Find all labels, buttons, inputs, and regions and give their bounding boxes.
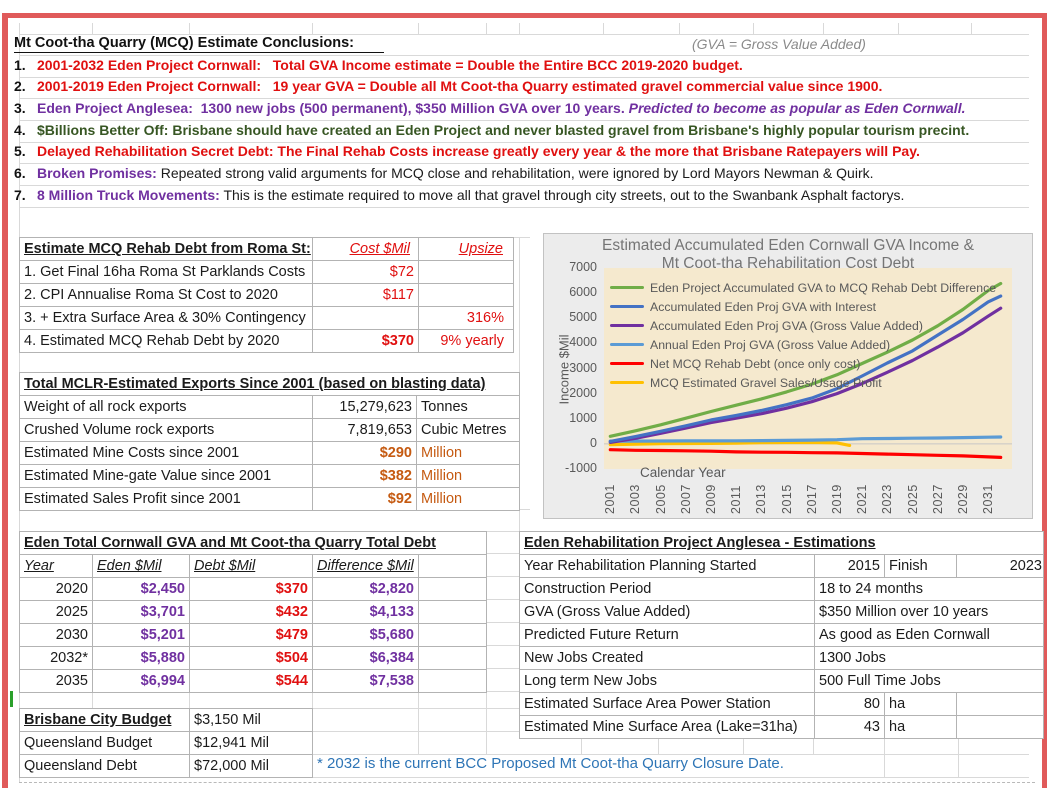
y-axis-tick-label: 1000 (569, 411, 597, 425)
difference-cell[interactable]: $2,820 (313, 578, 419, 601)
table-row[interactable] (520, 693, 1044, 716)
gridline (486, 622, 519, 623)
row-label[interactable]: Weight of all rock exports (20, 396, 313, 419)
y-axis-tick-label: 3000 (569, 361, 597, 375)
gridline (743, 737, 744, 754)
row-value[interactable]: $290 (313, 442, 417, 465)
table-title[interactable]: Total MCLR-Estimated Exports Since 2001 (based on blasting data) (20, 373, 520, 396)
table-row[interactable] (20, 755, 313, 778)
area-unit[interactable]: ha (885, 693, 957, 716)
table-row[interactable] (20, 488, 520, 511)
closure-date-footnote: * 2032 is the current BCC Proposed Mt Coot-tha Quarry Closure Date. (317, 755, 784, 772)
gridline (519, 23, 520, 34)
x-axis-tick-label: 2025 (906, 484, 920, 514)
table-row[interactable] (20, 578, 487, 601)
gridline (189, 691, 190, 708)
conclusion-row-3[interactable] (14, 100, 965, 117)
table-row[interactable] (520, 555, 1044, 578)
area-value[interactable]: 80 (815, 693, 885, 716)
row-value[interactable]: $3,150 Mil (190, 709, 313, 732)
gridline (486, 691, 487, 708)
row-label[interactable]: Predicted Future Return (520, 624, 815, 647)
table-row[interactable] (20, 442, 520, 465)
empty-cell[interactable] (419, 670, 487, 693)
column-header-difference[interactable]: Difference $Mil (313, 555, 419, 578)
conclusion-text: Broken Promises: (37, 165, 157, 181)
row-label[interactable]: 3. + Extra Surface Area & 30% Contingency (20, 307, 313, 330)
eden-cell[interactable]: $5,880 (93, 647, 190, 670)
empty-cell[interactable] (419, 578, 487, 601)
conclusion-row-7[interactable] (14, 187, 904, 204)
gridline (486, 553, 519, 554)
selection-indicator (10, 691, 13, 707)
difference-cell[interactable]: $7,538 (313, 670, 419, 693)
conclusion-row-5[interactable] (14, 143, 920, 160)
row-unit[interactable]: Cubic Metres (417, 419, 520, 442)
x-axis-tick-label: 2013 (754, 484, 768, 514)
y-axis-title: Income $Mil (556, 334, 572, 405)
column-header-debt[interactable]: Debt $Mil (190, 555, 313, 578)
legend-label: Accumulated Eden Proj GVA (Gross Value Added) (650, 318, 923, 333)
year-cell[interactable]: 2035 (20, 670, 93, 693)
x-axis-tick-label: 2029 (956, 484, 970, 514)
y-axis-tick-label: -1000 (565, 461, 597, 475)
x-axis-tick-label: 2005 (654, 484, 668, 514)
empty-cell[interactable] (419, 647, 487, 670)
conclusion-text: $Billions Better Off: Brisbane should have created an Eden Project and never blasted gravel from Brisbane's highly popular tourism precint. (37, 122, 970, 138)
table-row[interactable] (20, 284, 514, 307)
table-row[interactable] (520, 578, 1044, 601)
gridline (486, 576, 519, 577)
gridline (19, 163, 1029, 164)
legend-item (610, 278, 996, 297)
cost-value[interactable]: $370 (313, 330, 419, 353)
x-axis-tick-label: 2017 (805, 484, 819, 514)
empty-cell[interactable] (419, 601, 487, 624)
row-label[interactable]: Construction Period (520, 578, 815, 601)
table-row[interactable] (20, 601, 487, 624)
table-row[interactable] (520, 601, 1044, 624)
spreadsheet[interactable] (2, 13, 1047, 788)
row-label[interactable]: 2. CPI Annualise Roma St Cost to 2020 (20, 284, 313, 307)
column-header-year[interactable]: Year (20, 555, 93, 578)
x-axis-tick-label: 2009 (704, 484, 718, 514)
finish-label[interactable]: Finish (885, 555, 957, 578)
gridline (19, 120, 1029, 121)
gridline (813, 737, 814, 754)
row-unit[interactable]: Million (417, 488, 520, 511)
row-unit[interactable]: Million (417, 465, 520, 488)
legend-label: Accumulated Eden Proj GVA with Interest (650, 299, 877, 314)
table-row[interactable] (20, 396, 520, 419)
row-value[interactable]: $92 (313, 488, 417, 511)
rehab-debt-table (19, 237, 514, 353)
gridline (19, 55, 1029, 56)
row-label[interactable]: Estimated Sales Profit since 2001 (20, 488, 313, 511)
table-title[interactable]: Eden Total Cornwall GVA and Mt Coot-tha Quarry Total Debt (20, 532, 487, 555)
row-value[interactable]: 15,279,623 (313, 396, 417, 419)
gridline (312, 691, 313, 708)
page-title: Mt Coot-tha Quarry (MCQ) Estimate Conclusions: (14, 35, 384, 53)
eden-cell[interactable]: $3,701 (93, 601, 190, 624)
area-unit[interactable]: ha (885, 716, 957, 739)
conclusion-text: Eden Project Anglesea: 1300 new jobs (500 permanent), $350 Million GVA over 10 years. (37, 100, 625, 116)
legend-label: Annual Eden Proj GVA (Gross Value Added) (650, 337, 891, 352)
chart-legend (610, 278, 996, 392)
cost-value[interactable]: $117 (313, 284, 419, 307)
row-label[interactable]: 4. Estimated MCQ Rehab Debt by 2020 (20, 330, 313, 353)
conclusion-text-italic: Predicted to become as popular as Eden Cornwall. (624, 100, 966, 116)
start-year[interactable]: 2015 (815, 555, 885, 578)
anglesea-table (519, 531, 1044, 739)
conclusion-row-4[interactable] (14, 122, 969, 139)
table-row[interactable] (20, 307, 514, 330)
eden-cornwall-table (19, 531, 487, 693)
debt-cell[interactable]: $504 (190, 647, 313, 670)
legend-swatch (610, 362, 644, 366)
gridline (898, 23, 899, 34)
gridline (581, 737, 582, 754)
x-axis-tick-label: 2001 (603, 484, 617, 514)
debt-cell[interactable]: $432 (190, 601, 313, 624)
row-label[interactable]: Crushed Volume rock exports (20, 419, 313, 442)
gridline (958, 737, 959, 777)
column-header-upsize[interactable]: Upsize (419, 238, 514, 261)
table-title[interactable]: Eden Rehabilitation Project Anglesea - Estimations (520, 532, 1044, 555)
y-axis-tick-label: 7000 (569, 260, 597, 274)
item-number: 3. (14, 100, 26, 116)
x-axis-tick-label: 2027 (931, 484, 945, 514)
row-value[interactable]: 7,819,653 (313, 419, 417, 442)
gva-abbreviation-note: (GVA = Gross Value Added) (692, 36, 866, 52)
table-row[interactable] (520, 716, 1044, 739)
y-axis-tick-label: 2000 (569, 386, 597, 400)
gridline (19, 207, 1029, 208)
difference-cell[interactable]: $4,133 (313, 601, 419, 624)
legend-swatch (610, 324, 644, 328)
column-header-cost[interactable]: Cost $Mil (313, 238, 419, 261)
x-axis-tick-label: 2031 (981, 484, 995, 514)
row-label[interactable]: Estimated Surface Area Power Station (520, 693, 815, 716)
gridline (603, 23, 604, 34)
row-unit[interactable]: Tonnes (417, 396, 520, 419)
conclusion-text: 2001-2019 Eden Project Cornwall: 19 year GVA = Double all Mt Coot-tha Quarry estimated gravel commercial value since 1900. (37, 78, 883, 94)
conclusion-text: 8 Million Truck Movements: (37, 187, 220, 203)
legend-swatch (610, 343, 644, 347)
year-cell[interactable]: 2032* (20, 647, 93, 670)
legend-label: MCQ Estimated Gravel Sales/Usage Profit (650, 375, 882, 390)
item-number: 2. (14, 78, 26, 94)
exports-table (19, 372, 520, 511)
y-axis-tick-label: 6000 (569, 285, 597, 299)
item-number: 5. (14, 143, 26, 159)
gridline (486, 645, 519, 646)
eden-cell[interactable]: $5,201 (93, 624, 190, 647)
cost-value[interactable] (313, 307, 419, 330)
header-row[interactable] (20, 555, 487, 578)
gridline (679, 23, 680, 34)
row-label[interactable]: Estimated Mine Surface Area (Lake=31ha) (520, 716, 815, 739)
row-label[interactable]: Estimated Mine-gate Value since 2001 (20, 465, 313, 488)
gridline (971, 23, 972, 34)
y-axis-tick-label: 4000 (569, 335, 597, 349)
row-label[interactable]: Long term New Jobs (520, 670, 815, 693)
gridline (658, 737, 659, 754)
row-value[interactable]: $12,941 Mil (190, 732, 313, 755)
gridline (19, 98, 1029, 99)
legend-item (610, 297, 996, 316)
legend-item (610, 354, 996, 373)
table-row[interactable] (20, 670, 487, 693)
upsize-value[interactable]: 9% yearly (419, 330, 514, 353)
table-row[interactable] (520, 647, 1044, 670)
legend-swatch (610, 286, 644, 290)
gridline (753, 23, 754, 34)
table-row[interactable] (20, 647, 487, 670)
row-label[interactable]: Queensland Debt (20, 755, 190, 778)
upsize-value[interactable] (419, 284, 514, 307)
table-row[interactable] (20, 419, 520, 442)
year-cell[interactable]: 2030 (20, 624, 93, 647)
table-row[interactable] (20, 709, 313, 732)
year-cell[interactable]: 2025 (20, 601, 93, 624)
gridline (486, 23, 487, 34)
empty-cell[interactable] (419, 555, 487, 578)
legend-item (610, 373, 996, 392)
table-row[interactable] (520, 670, 1044, 693)
table-row[interactable] (20, 732, 313, 755)
empty-cell[interactable] (957, 716, 1044, 739)
row-value[interactable]: $382 (313, 465, 417, 488)
x-axis-tick-label: 2007 (679, 484, 693, 514)
conclusion-text-plain: This is the estimate required to move all that gravel through city streets, out to the Swanbank Asphalt factorys. (219, 187, 905, 203)
x-axis-tick-label: 2015 (780, 484, 794, 514)
gridline (823, 23, 824, 34)
conclusion-row-6[interactable] (14, 165, 874, 182)
gridline (884, 737, 885, 777)
row-label[interactable]: Brisbane City Budget (20, 709, 190, 732)
item-number: 6. (14, 165, 26, 181)
row-value[interactable]: $350 Million over 10 years (815, 601, 1044, 624)
row-label[interactable]: Estimated Mine Costs since 2001 (20, 442, 313, 465)
table-row[interactable] (520, 624, 1044, 647)
upsize-value[interactable] (419, 261, 514, 284)
eden-cell[interactable]: $2,450 (93, 578, 190, 601)
gridline (312, 23, 313, 34)
legend-item (610, 316, 996, 335)
eden-gva-chart[interactable] (543, 233, 1033, 519)
column-header-eden[interactable]: Eden $Mil (93, 555, 190, 578)
table-row[interactable] (20, 330, 514, 353)
x-axis-tick-label: 2019 (830, 484, 844, 514)
year-cell[interactable]: 2020 (20, 578, 93, 601)
legend-item (610, 335, 996, 354)
conclusion-text: 2001-2032 Eden Project Cornwall: Total GVA Income estimate = Double the Entire BCC 2019-2020 budget. (37, 57, 743, 73)
gridline (418, 691, 419, 708)
debt-cell[interactable]: $370 (190, 578, 313, 601)
x-axis-tick-label: 2021 (855, 484, 869, 514)
conclusion-row-2[interactable] (14, 78, 882, 95)
row-value[interactable]: As good as Eden Cornwall (815, 624, 1044, 647)
x-axis-tick-label: 2003 (628, 484, 642, 514)
gridline (92, 691, 93, 708)
row-value[interactable]: $72,000 Mil (190, 755, 313, 778)
finish-year[interactable]: 2023 (957, 555, 1044, 578)
legend-label: Eden Project Accumulated GVA to MCQ Rehab Debt Difference (650, 280, 997, 295)
upsize-value[interactable]: 316% (419, 307, 514, 330)
empty-cell[interactable] (957, 693, 1044, 716)
gridline (486, 531, 519, 532)
conclusion-text-plain: Repeated strong valid arguments for MCQ close and rehabilitation, were ignored by Lord Mayors Newman & Quirk. (156, 165, 874, 181)
chart-title-line1: Estimated Accumulated Eden Cornwall GVA Income & (602, 237, 974, 254)
eden-cell[interactable]: $6,994 (93, 670, 190, 693)
empty-cell[interactable] (419, 624, 487, 647)
row-label[interactable]: Queensland Budget (20, 732, 190, 755)
row-label[interactable]: 1. Get Final 16ha Roma St Parklands Costs (20, 261, 313, 284)
table-row[interactable] (20, 624, 487, 647)
table-title[interactable]: Estimate MCQ Rehab Debt from Roma St: (20, 238, 313, 261)
debt-cell[interactable]: $544 (190, 670, 313, 693)
gridline (486, 668, 519, 669)
row-value[interactable]: 500 Full Time Jobs (815, 670, 1044, 693)
y-axis-tick-label: 0 (590, 436, 597, 450)
debt-cell[interactable]: $479 (190, 624, 313, 647)
row-label[interactable]: Year Rehabilitation Planning Started (520, 555, 815, 578)
x-axis-tick-label: 2011 (729, 485, 743, 514)
conclusion-row-1[interactable] (14, 57, 743, 74)
gridline (189, 23, 190, 34)
row-value[interactable]: 1300 Jobs (815, 647, 1044, 670)
item-number: 4. (14, 122, 26, 138)
gridline (486, 599, 519, 600)
row-label[interactable]: GVA (Gross Value Added) (520, 601, 815, 624)
legend-swatch (610, 381, 644, 385)
difference-cell[interactable]: $6,384 (313, 647, 419, 670)
gridline (418, 23, 419, 34)
y-axis-tick-label: 5000 (569, 310, 597, 324)
legend-label: Net MCQ Rehab Debt (once only cost) (650, 356, 861, 371)
row-label[interactable]: New Jobs Created (520, 647, 815, 670)
item-number: 1. (14, 57, 26, 73)
chart-title-line2: Mt Coot-tha Rehabilitation Cost Debt (661, 255, 915, 272)
area-value[interactable]: 43 (815, 716, 885, 739)
gridline (19, 185, 1029, 186)
budget-table (19, 708, 313, 778)
legend-swatch (610, 305, 644, 309)
difference-cell[interactable]: $5,680 (313, 624, 419, 647)
x-axis-title: Calendar Year (640, 465, 726, 480)
gridline (92, 23, 93, 34)
item-number: 7. (14, 187, 26, 203)
table-row[interactable] (20, 261, 514, 284)
table-row[interactable] (20, 465, 520, 488)
row-value[interactable]: 18 to 24 months (815, 578, 1044, 601)
cost-value[interactable]: $72 (313, 261, 419, 284)
x-axis-tick-label: 2023 (880, 484, 894, 514)
row-unit[interactable]: Million (417, 442, 520, 465)
conclusion-text: Delayed Rehabilitation Secret Debt: The Final Rehab Costs increase greatly every year & the more that Brisbane Ratepayers will Pay. (37, 143, 920, 159)
